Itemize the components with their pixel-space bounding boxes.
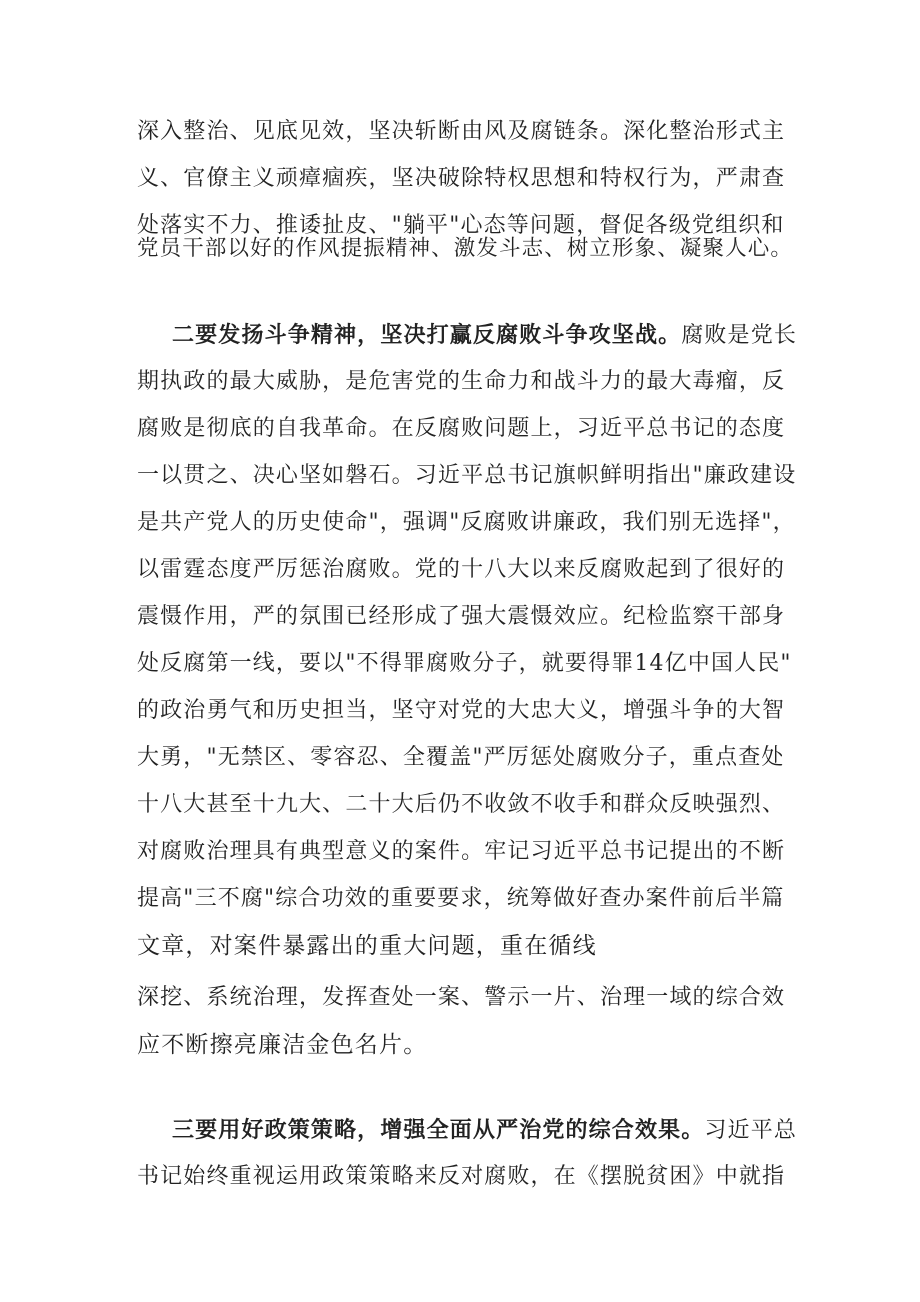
paragraph-2-line-12: 对腐败治理具有典型意义的案件。牢记习近平总书记提出的不断 [137,839,786,864]
paragraph-2-line-5: 是共产党人的历史使命"，强调"反腐败讲廉政，我们别无选择"， [137,510,796,535]
paragraph-3-line-1 [172,1115,797,1146]
paragraph-2-lead: 二要发扬斗争精神，坚决打赢反腐败斗争攻坚战。 [172,322,682,348]
paragraph-2-line-7: 震慑作用，严的氛围已经形成了强大震慑效应。纪检监察干部身 [137,604,786,629]
paragraph-3-lead: 三要用好政策策略，增强全面从严治党的综合效果。 [172,1117,705,1143]
paragraph-2-line-15: 深挖、系统治理，发挥查处一案、警示一片、治理一域的综合效 [137,985,786,1010]
paragraph-1-line-4: 党员干部以好的作风提振精神、激发斗志、树立形象、凝聚人心。 [137,236,794,261]
paragraph-1-line-2: 义、官僚主义顽瘴痼疾，坚决破除特权思想和特权行为，严肃查 [137,166,786,191]
paragraph-2-line-1 [172,320,797,351]
paragraph-2-line-9: 的政治勇气和历史担当，坚守对党的大忠大义，增强斗争的大智 [137,698,786,723]
paragraph-1-line-3: 处落实不力、推诿扯皮、"躺平"心态等问题，督促各级党组织和 [137,213,785,238]
paragraph-2-line-14: 文章，对案件暴露出的重大问题，重在循线 [137,933,597,959]
paragraph-2-line-13: 提高"三不腐"综合功效的重要要求，统筹做好查办案件前后半篇 [137,886,785,911]
paragraph-1-line-1: 深入整治、见底见效，坚决斩断由风及腐链条。深化整治形式主 [137,119,786,144]
paragraph-2-line-3: 腐败是彻底的自我革命。在反腐败问题上，习近平总书记的态度 [137,416,786,441]
paragraph-2-line-6: 以雷霆态度严厉惩治腐败。党的十八大以来反腐败起到了很好的 [137,557,786,582]
paragraph-3-line-1-rest: 习近平总 [704,1118,797,1143]
paragraph-2-line-1-rest: 腐败是党长 [681,323,798,348]
paragraph-2-line-2: 期执政的最大威胁，是危害党的生命力和战斗力的最大毒瘤，反 [137,369,786,394]
paragraph-2-line-10: 大勇，"无禁区、零容忍、全覆盖"严厉惩处腐败分子，重点查处 [137,745,785,770]
paragraph-3-line-2: 书记始终重视运用政策策略来反对腐败，在《摆脱贫困》中就指 [137,1164,786,1189]
paragraph-2-line-4: 一以贯之、决心坚如磐石。习近平总书记旗帜鲜明指出"廉政建设 [137,463,797,488]
paragraph-2-line-8: 处反腐第一线，要以"不得罪腐败分子，就要得罪14亿中国人民" [137,651,792,676]
paragraph-2-line-11: 十八大甚至十九大、二十大后仍不收敛不收手和群众反映强烈、 [137,792,786,817]
paragraph-2-line-16: 应不断擦亮廉洁金色名片。 [137,1032,428,1058]
